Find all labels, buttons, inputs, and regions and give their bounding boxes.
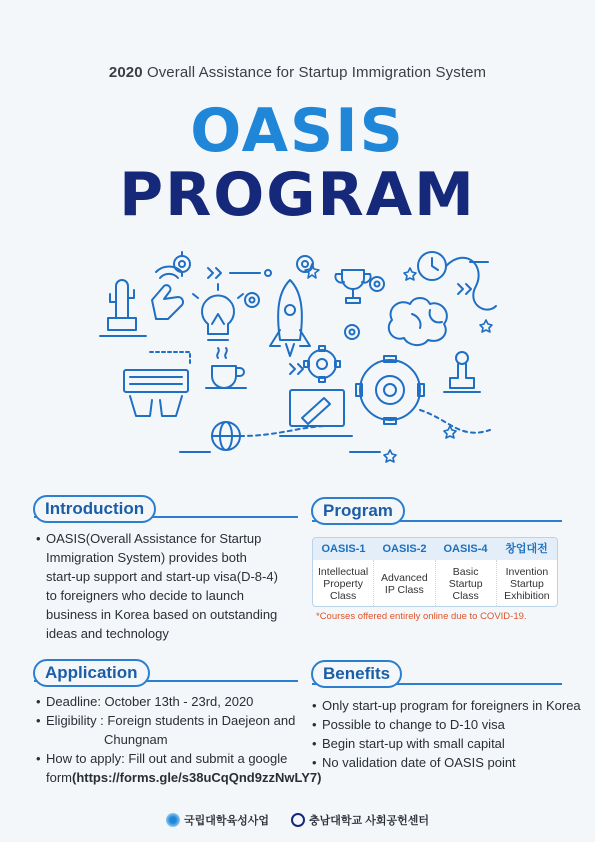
stamp-icon xyxy=(444,352,480,392)
target-icon xyxy=(345,325,359,339)
introduction-heading: Introduction xyxy=(33,495,156,523)
how-to-apply-line: How to apply: Fill out and submit a google xyxy=(46,751,288,766)
application-list xyxy=(36,692,322,787)
deadline-item: • Deadline: October 13th - 23rd, 2020 xyxy=(36,692,306,711)
eligibility-line: Eligibility : Foreign students in Daejeon and xyxy=(46,713,296,728)
subtitle-year: 2020 xyxy=(108,64,143,81)
hand-pointer-icon xyxy=(152,266,183,319)
form-link[interactable]: (https://forms.gle/s38uCqQnd9zzNwLY7) xyxy=(72,770,322,785)
program-table xyxy=(312,537,558,607)
program-header xyxy=(311,497,405,525)
benefits-heading: Benefits xyxy=(311,660,402,688)
cnu-emblem-icon xyxy=(291,813,305,827)
program-note: *Courses offered entirely online due to COVID-19. xyxy=(316,611,527,622)
program-code: OASIS-1 xyxy=(321,543,366,555)
benefit-item: • Possible to change to D-10 visa xyxy=(312,715,592,734)
logo-text: 충남대학교 사회공헌센터 xyxy=(309,815,429,827)
introduction-text xyxy=(36,529,306,643)
startup-illustration xyxy=(90,240,510,480)
introduction-header xyxy=(33,495,156,523)
program-desc: Advanced IP Class xyxy=(374,560,435,607)
coffee-cup-icon xyxy=(206,348,246,388)
cactus-icon xyxy=(100,280,146,336)
globe-icon xyxy=(212,422,240,450)
application-heading: Application xyxy=(33,659,150,687)
program-desc: Basic Startup Class xyxy=(436,560,497,607)
gear-icon xyxy=(356,356,424,424)
program-table-body xyxy=(313,560,557,607)
gear-icon xyxy=(304,346,340,382)
program-heading: Program xyxy=(311,497,405,525)
title-program: PROGRAM xyxy=(119,160,476,230)
intro-line: to foreigners who decide to launch xyxy=(46,588,245,603)
rocket-icon xyxy=(270,280,310,356)
trophy-icon xyxy=(335,270,370,303)
benefits-list xyxy=(312,696,592,772)
target-icon xyxy=(370,277,384,291)
program-code: OASIS-2 xyxy=(382,543,427,555)
subtitle xyxy=(0,64,595,81)
program-desc: Intellectual Property Class xyxy=(313,560,374,607)
benefit-item: • No validation date of OASIS point xyxy=(312,753,592,772)
program-table-header xyxy=(313,538,557,560)
intro-line: start-up support and start-up visa(D-8-4) xyxy=(46,569,278,584)
logo-text: 국립대학육성사업 xyxy=(184,815,270,827)
title-oasis: OASIS xyxy=(190,96,405,166)
benefit-item: • Begin start-up with small capital xyxy=(312,734,592,753)
program-desc: Invention Startup Exhibition xyxy=(504,566,550,602)
eligibility-item xyxy=(36,711,306,749)
intro-line: OASIS(Overall Assistance for Startup xyxy=(46,531,262,546)
program-code: 창업대전 xyxy=(505,543,548,555)
program-code: OASIS-4 xyxy=(443,543,488,555)
target-icon xyxy=(245,293,259,307)
eligibility-line: Chungnam xyxy=(104,732,168,747)
national-university-logo xyxy=(166,812,269,828)
footer-logos xyxy=(0,812,595,828)
brain-icon xyxy=(389,298,447,345)
intro-line: ideas and technology xyxy=(46,626,169,641)
intro-line: business in Korea based on outstanding xyxy=(46,607,278,622)
design-monitor-icon xyxy=(280,390,352,436)
benefit-item: • Only start-up program for foreigners in Korea xyxy=(312,696,592,715)
subtitle-text: Overall Assistance for Startup Immigration System xyxy=(146,64,487,81)
introduction-paragraph xyxy=(36,529,306,643)
snowflake-icon xyxy=(166,813,180,827)
lightbulb-icon xyxy=(193,284,243,340)
application-header xyxy=(33,659,150,687)
cnu-social-center-logo xyxy=(291,812,429,828)
intro-line: Immigration System) provides both xyxy=(46,550,247,565)
how-to-apply-line: form xyxy=(46,770,72,785)
how-to-apply-item xyxy=(36,749,322,787)
benefits-header xyxy=(311,660,402,688)
keyboard-icon xyxy=(124,370,188,416)
clock-icon xyxy=(418,252,496,310)
